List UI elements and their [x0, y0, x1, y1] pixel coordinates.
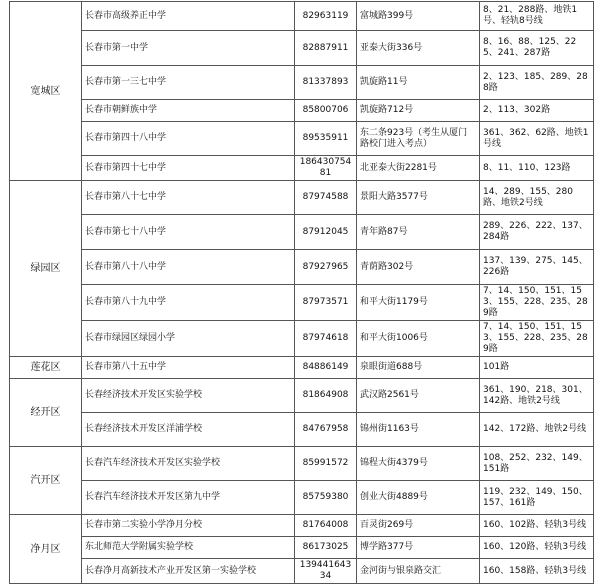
phone-cell: 81764008 [295, 515, 357, 537]
bus-route-cell: 14、289、155、280路、地铁2号线 [480, 181, 594, 215]
phone-cell: 85800706 [295, 100, 357, 122]
table-row [10, 481, 594, 515]
bus-route-cell: 7、14、150、151、153、155、228、235、289路 [480, 285, 594, 321]
table-row [10, 515, 594, 537]
address-cell: 和平大街1006号 [357, 321, 480, 357]
phone-cell: 87974618 [295, 321, 357, 357]
table-row [10, 413, 594, 447]
exam-site-table [9, 1, 594, 584]
school-cell: 长春汽车经济技术开发区实验学校 [82, 447, 295, 481]
bus-route-cell: 119、232、149、150、157、161路 [480, 481, 594, 515]
phone-cell: 87927965 [295, 250, 357, 285]
district-cell: 净月区 [10, 515, 82, 584]
bus-route-cell: 361、190、218、301、142路、地铁2号线 [480, 379, 594, 413]
school-cell: 长春市朝鲜族中学 [82, 100, 295, 122]
phone-cell: 87912045 [295, 215, 357, 250]
address-cell: 泉眼街道688号 [357, 357, 480, 379]
table-row [10, 537, 594, 559]
table-row [10, 31, 594, 66]
address-cell: 景阳大路3577号 [357, 181, 480, 215]
table-row [10, 321, 594, 357]
phone-cell: 84886149 [295, 357, 357, 379]
school-cell: 长春汽车经济技术开发区第九中学 [82, 481, 295, 515]
address-cell: 金河街与银泉路交汇 [357, 559, 480, 584]
address-cell: 创业大街4889号 [357, 481, 480, 515]
phone-cell: 18643075481 [295, 156, 357, 181]
table-row [10, 181, 594, 215]
school-cell: 长春市第七十八中学 [82, 215, 295, 250]
phone-cell: 85991572 [295, 447, 357, 481]
school-cell: 长春市第八十七中学 [82, 181, 295, 215]
address-cell: 武汉路2561号 [357, 379, 480, 413]
district-cell: 经开区 [10, 379, 82, 447]
school-cell: 长春市第一三七中学 [82, 66, 295, 100]
phone-cell: 86173025 [295, 537, 357, 559]
table-row [10, 100, 594, 122]
bus-route-cell: 160、120路、轻轨3号线 [480, 537, 594, 559]
bus-route-cell: 289、226、222、137、284路 [480, 215, 594, 250]
phone-cell: 81337893 [295, 66, 357, 100]
bus-route-cell: 8、16、88、125、225、241、287路 [480, 31, 594, 66]
table-row [10, 250, 594, 285]
district-cell: 绿园区 [10, 181, 82, 357]
school-cell: 长春经济技术开发区实验学校 [82, 379, 295, 413]
address-cell: 青荫路302号 [357, 250, 480, 285]
district-cell: 宽城区 [10, 2, 82, 181]
table-row [10, 156, 594, 181]
bus-route-cell: 2、113、302路 [480, 100, 594, 122]
phone-cell: 82887911 [295, 31, 357, 66]
phone-cell: 87973571 [295, 285, 357, 321]
school-cell: 长春市第四十八中学 [82, 122, 295, 156]
school-cell: 长春市第八十九中学 [82, 285, 295, 321]
bus-route-cell: 142、172路、地铁2号线 [480, 413, 594, 447]
table-row [10, 379, 594, 413]
address-cell: 富城路399号 [357, 2, 480, 31]
school-cell: 东北师范大学附属实验学校 [82, 537, 295, 559]
phone-cell: 87974588 [295, 181, 357, 215]
bus-route-cell: 160、158路、轻轨3号线 [480, 559, 594, 584]
school-cell: 长春市第一中学 [82, 31, 295, 66]
school-cell: 长春市第八十八中学 [82, 250, 295, 285]
bus-route-cell: 101路 [480, 357, 594, 379]
address-cell: 青年路87号 [357, 215, 480, 250]
school-cell: 长春市第八十五中学 [82, 357, 295, 379]
school-cell: 长春经济技术开发区洋浦学校 [82, 413, 295, 447]
phone-cell: 89535911 [295, 122, 357, 156]
phone-cell: 82963119 [295, 2, 357, 31]
table-row [10, 285, 594, 321]
bus-route-cell: 361、362、62路、地铁1号线 [480, 122, 594, 156]
bus-route-cell: 7、14、150、151、153、155、228、235、289路 [480, 321, 594, 357]
phone-cell: 13944164334 [295, 559, 357, 584]
district-cell: 汽开区 [10, 447, 82, 515]
address-cell: 凯旋路712号 [357, 100, 480, 122]
table-body [10, 2, 594, 584]
bus-route-cell: 8、11、110、123路 [480, 156, 594, 181]
phone-cell: 84767958 [295, 413, 357, 447]
table-row [10, 122, 594, 156]
school-cell: 长春净月高新技术产业开发区第一实验学校 [82, 559, 295, 584]
table-row [10, 215, 594, 250]
school-cell: 长春市第四十七中学 [82, 156, 295, 181]
exam-site-table-container [9, 1, 593, 584]
bus-route-cell: 8、21、288路、地铁1号、轻轨8号线 [480, 2, 594, 31]
address-cell: 东二条923号（考生从厦门路校门进入考点） [357, 122, 480, 156]
address-cell: 凯旋路11号 [357, 66, 480, 100]
table-row [10, 447, 594, 481]
bus-route-cell: 2、123、185、289、288路 [480, 66, 594, 100]
address-cell: 北亚泰大街2281号 [357, 156, 480, 181]
address-cell: 亚泰大街336号 [357, 31, 480, 66]
address-cell: 锦程大街4379号 [357, 447, 480, 481]
table-row [10, 357, 594, 379]
school-cell: 长春市第二实验小学净月分校 [82, 515, 295, 537]
address-cell: 锦州街1163号 [357, 413, 480, 447]
school-cell: 长春市高级养正中学 [82, 2, 295, 31]
school-cell: 长春市绿园区绿园小学 [82, 321, 295, 357]
table-row [10, 559, 594, 584]
bus-route-cell: 160、102路、轻轨3号线 [480, 515, 594, 537]
address-cell: 博学路377号 [357, 537, 480, 559]
phone-cell: 81864908 [295, 379, 357, 413]
bus-route-cell: 137、139、275、145、226路 [480, 250, 594, 285]
bus-route-cell: 108、252、232、149、151路 [480, 447, 594, 481]
table-row [10, 2, 594, 31]
table-row [10, 66, 594, 100]
address-cell: 百灵街269号 [357, 515, 480, 537]
address-cell: 和平大街1179号 [357, 285, 480, 321]
district-cell: 莲花区 [10, 357, 82, 379]
phone-cell: 85759380 [295, 481, 357, 515]
